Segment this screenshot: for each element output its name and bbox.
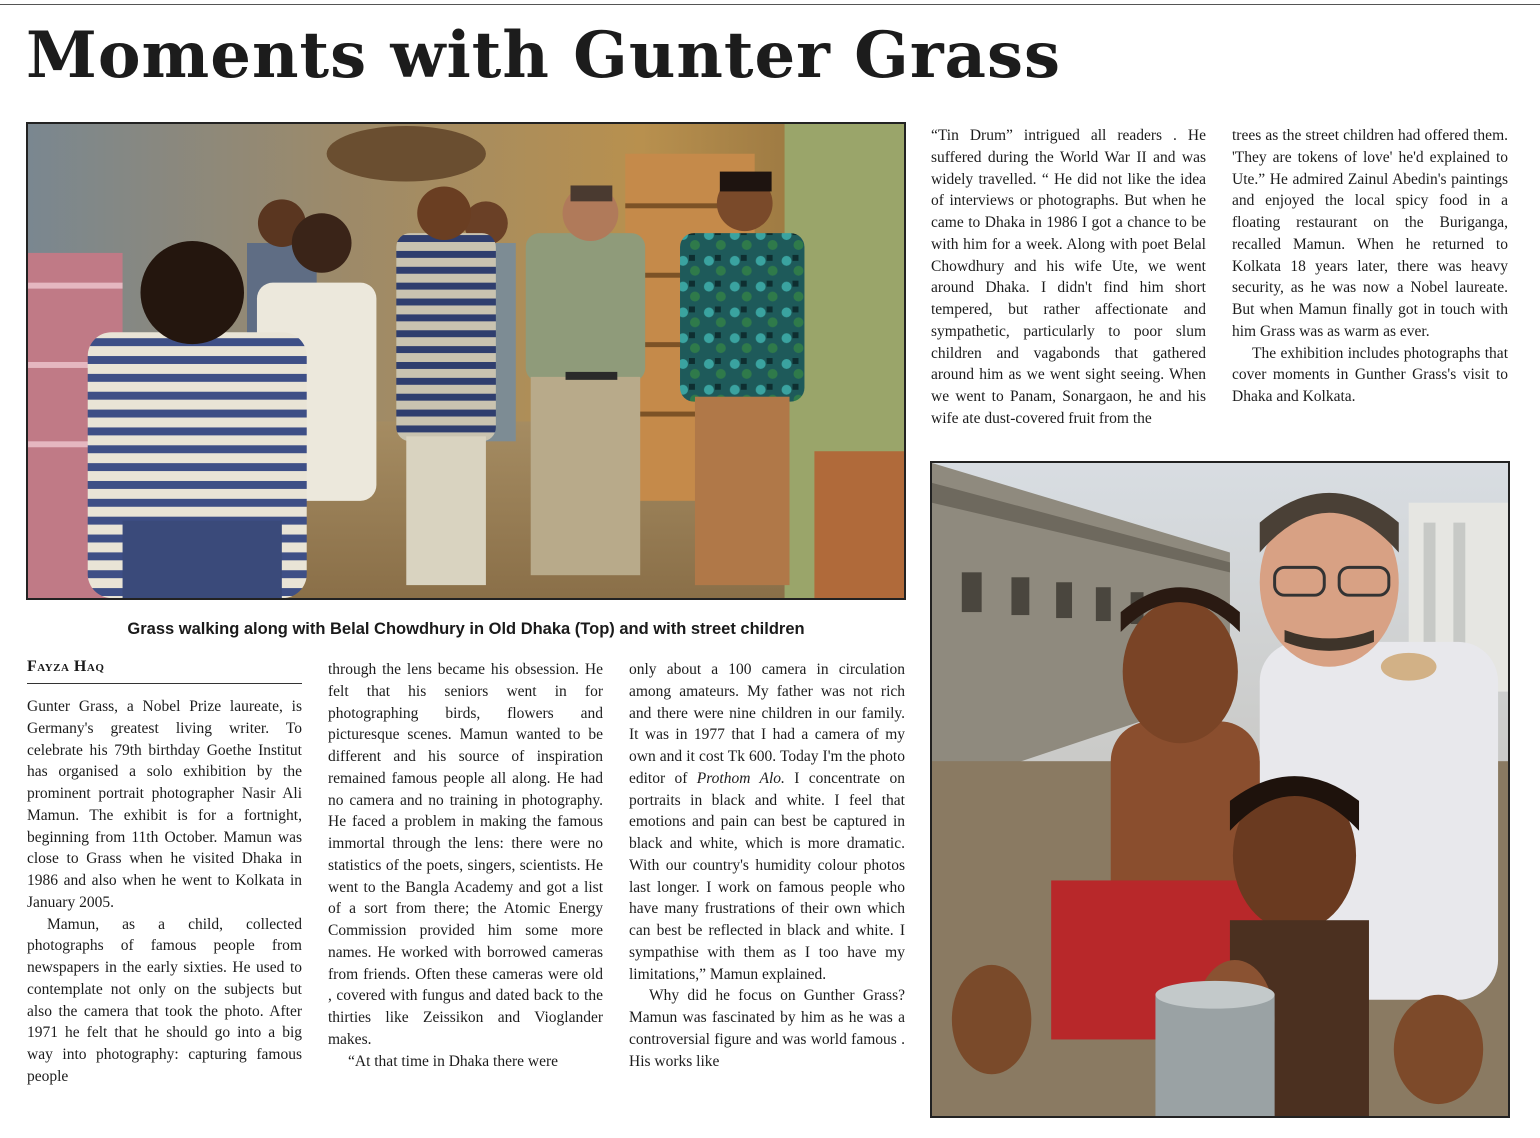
paragraph: through the lens became his obsession. He felt that his seniors went in for photographing birds, flowers and picturesque scenes. Mamun wanted to be different and his source of inspiration remained famous people all along. He had no camera and no training in photography. He faced a problem in making the famous immortal through the lens: there were no statistics of the poets, singers, scientists. He went to the Bangla Academy and got a list of a sort from there; the Atomic Energy Commission provided him some more names. He worked with borrowed cameras from friends. Often these cameras were old , covered with fungus and dated back to the thirties like Zeissikon and Vioglander makes.: [328, 661, 603, 1048]
paragraph: Gunter Grass, a Nobel Prize laureate, is Germany's greatest living writer. To celebrate his 79th birthday Goethe Institut has organised a solo exhibition by the prominent portrait photographer Nasir Ali Mamun. The exhibit is for a fortnight, beginning from 11th October. Mamun was close to Grass when he visited Dhaka in 1986 and also when he went to Kolkata in January 2005.: [27, 698, 302, 911]
street-scene-illustration: [28, 124, 904, 598]
byline: Fayza Haq: [27, 658, 105, 675]
article-column-1: [27, 696, 302, 1088]
children-scene-illustration: [932, 463, 1508, 1116]
top-rule: [0, 4, 1540, 5]
paragraph: Mamun, as a child, collected photographs of famous people from newspapers in the early sixties. He used to contemplate not only on the subjects but also the camera that took the photo. After 1971 he felt that he should go into a big way into photography: capturing famous people: [27, 915, 302, 1085]
paragraph: “At that time in Dhaka there were: [348, 1052, 559, 1070]
paragraph: trees as the street children had offered them. 'They are tokens of love' he'd explained to Ute.” He admired Zainul Abedin's paintings and enjoyed the local spicy food in a floating restaurant on the Buriganga, recalled Mamun. When he returned to Kolkata 18 years later, there was heavy security, as he was now a Nobel laureate. But when Mamun finally got in touch with him Grass was as warm as ever.: [1232, 127, 1508, 340]
paragraph-text: only about a 100 camera in circulation among amateurs. My father was not rich and there were nine children in our family. It was in 1977 that I had a camera of my own and it cost Tk 600. Today I'm the photo editor of: [629, 661, 905, 787]
photo-caption: Grass walking along with Belal Chowdhury in Old Dhaka (Top) and with street children: [127, 620, 805, 638]
photo-grass-street-children: [930, 461, 1510, 1118]
article-column-3: [629, 659, 905, 1072]
paragraph: The exhibition includes photographs that cover moments in Gunther Grass's visit to Dhaka and Kolkata.: [1232, 344, 1508, 405]
headline: Moments with Gunter Grass: [26, 18, 1062, 93]
article-column-5: [1232, 125, 1508, 408]
paragraph: “Tin Drum” intrigued all readers . He suffered during the World War II and was widely travelled. “ He did not like the idea of interviews or photographs. But when he came to Dhaka in 1986 I got a chance to be with him for a week. Along with poet Belal Chowdhury and his wife Ute, we went around Dhaka. I didn't find him short tempered, but rather affectionate and sympathetic, particularly to poor slum children and vagabonds that gathered around him as we went sight seeing. When we went to Panam, Sonargaon, he and his wife ate dust-covered fruit from the: [931, 127, 1206, 427]
paragraph: Why did he focus on Gunther Grass? Mamun was fascinated by him as he was a controversial figure and was world famous . His works like: [629, 987, 905, 1070]
photo-grass-belal-old-dhaka: [26, 122, 906, 600]
paragraph-text: I concentrate on portraits in black and white. I feel that emotions and pain can best be captured in black and white, which is more dramatic. With our country's humidity colour photos last longer. I work on famous people who have many frustrations of their own which can best be reflected in black and white. I sympathise with them as I too have my limitations,” Mamun explained.: [629, 769, 905, 983]
article-column-4: [931, 125, 1206, 430]
byline-rule: [27, 683, 302, 684]
publication-name: Prothom Alo.: [696, 769, 785, 787]
article-column-2: [328, 659, 603, 1072]
paragraph: [629, 659, 905, 985]
